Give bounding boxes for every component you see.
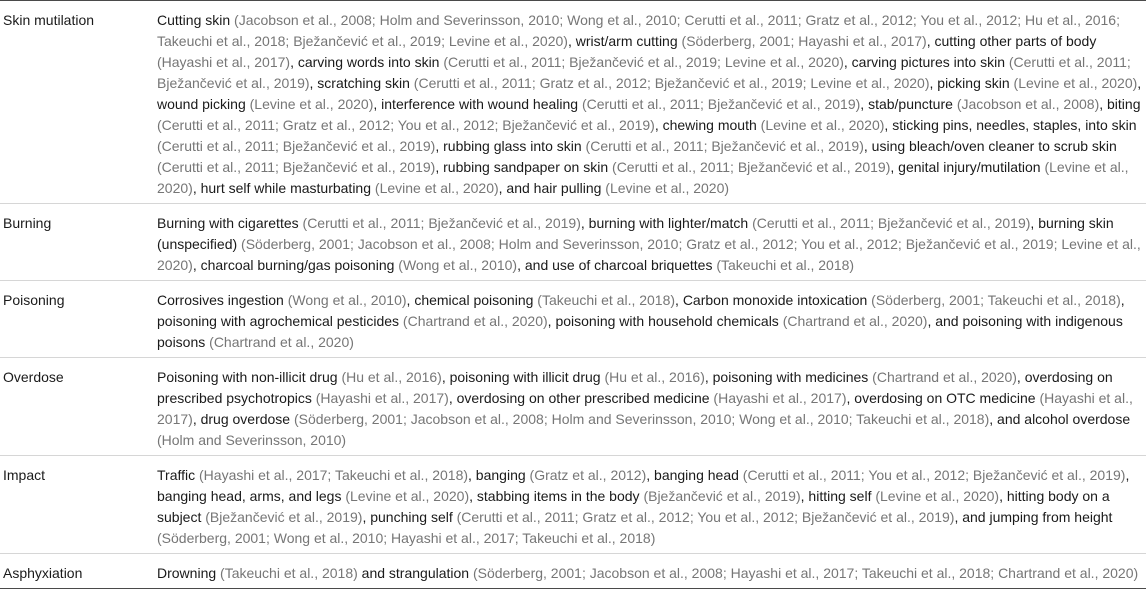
citation-text: (Jacobson et al., 2008) [956,96,1100,112]
citation-text: (Hayashi et al., 2017) [157,390,1133,427]
method-text: , poisoning with agrochemical pesticides [157,292,1125,329]
method-text: , punching self [362,509,457,525]
citation-text: (Cerutti et al., 2011; Bježančević et al., 2019) [302,215,581,231]
citation-text: (Söderberg, 2001; Hayashi et al., 2017) [681,33,927,49]
citation-text: (Cerutti et al., 2011; Bježančević et al., 2019; Levine et al., 2020) [443,54,844,70]
citation-text: (Cerutti et al., 2011; Bježančević et al., 2019) [157,138,436,154]
description-cell [151,554,1146,589]
citation-text: (Cerutti et al., 2011; You et al., 2012; Bježančević et al., 2019) [742,467,1126,483]
citation-text: (Cerutti et al., 2011; Bježančević et al., 2019) [612,159,891,175]
citation-text: (Söderberg, 2001; Takeuchi et al., 2018) [871,292,1121,308]
citation-text: (Levine et al., 2020) [605,180,730,196]
method-text: , carving words into skin [290,54,444,70]
method-text: Cutting skin [157,12,235,28]
citation-text: (Hayashi et al., 2017) [157,54,291,70]
method-text: , overdosing on OTC medicine [846,390,1040,406]
citation-text: (Gratz et al., 2012) [529,467,647,483]
category-cell: Skin mutilation [0,1,151,204]
method-text: , overdosing on other prescribed medicine [448,390,714,406]
method-text: , wrist/arm cutting [567,33,682,49]
citation-text: (Hayashi et al., 2017; Takeuchi et al., 2018) [199,467,469,483]
citation-text: (Cerutti et al., 2011; Bježančević et al., 2019) [585,138,864,154]
category-cell: Asphyxiation [0,554,151,589]
citation-text: (Chartrand et al., 2020) [872,369,1017,385]
method-text: , poisoning with medicines [704,369,873,385]
method-text: , sticking pins, needles, staples, into skin [884,117,1137,133]
citation-text: (Bježančević et al., 2019) [205,509,363,525]
citation-text: (Hu et al., 2016) [604,369,705,385]
citation-text: (Takeuchi et al., 2018) [716,257,855,273]
citation-text: (Levine et al., 2020) [760,117,885,133]
citation-text: (Takeuchi et al., 2018) [537,292,676,308]
method-text: , burning with lighter/match [580,215,753,231]
description-cell [151,1,1146,204]
citation-text: (Hu et al., 2016) [341,369,442,385]
table-row [0,456,1146,554]
citation-text: (Cerutti et al., 2011; Gratz et al., 2012; You et al., 2012; Bježančević et al., 2019) [157,117,655,133]
citation-text: (Levine et al., 2020) [875,488,1000,504]
method-text: , rubbing glass into skin [435,138,586,154]
citation-text: (Cerutti et al., 2011; Bježančević et al., 2019) [157,54,1131,91]
method-text: , drug overdose [192,411,294,427]
citation-text: (Söderberg, 2001; Jacobson et al., 2008; Holm and Severinsson, 2010; Gratz et al., 2012; You et al., 2012; Bježančević et al., 2019; Levine et al., 2020) [157,236,1141,273]
table-row [0,281,1146,358]
method-text: , picking skin [929,75,1014,91]
method-text: , hurt self while masturbating [192,180,375,196]
description-cell [151,204,1146,281]
category-cell: Poisoning [0,281,151,358]
citation-text: (Hayashi et al., 2017) [713,390,847,406]
category-cell: Impact [0,456,151,554]
method-text: , charcoal burning/gas poisoning [192,257,399,273]
method-text: , and poisoning with indigenous poisons [157,313,1123,350]
method-text: , interference with wound healing [373,96,582,112]
citation-text: (Bježančević et al., 2019) [643,488,801,504]
method-text: , and alcohol overdose [989,411,1131,427]
method-text: , and use of charcoal briquettes [517,257,717,273]
table-row [0,358,1146,456]
method-text: , using bleach/oven cleaner to scrub skin [863,138,1117,154]
method-text: , cutting other parts of body [926,33,1097,49]
citation-text: (Söderberg, 2001; Wong et al., 2010; Hayashi et al., 2017; Takeuchi et al., 2018) [157,530,656,546]
citation-text: (Jacobson et al., 2008; Holm and Severinsson, 2010; Wong et al., 2010; Cerutti et al., 2011; Gratz et al., 2012; You et al., 2012; Hu et al., 2016; Takeuchi et al., 2018; Bježančević et al., 2019; Levine et al., 2020) [157,12,1120,49]
method-text: , chewing mouth [654,117,761,133]
citation-text: (Takeuchi et al., 2018) [220,565,358,581]
method-text: , banging head, arms, and legs [157,467,1130,504]
citation-text: (Levine et al., 2020) [157,159,1129,196]
method-text: , scratching skin [309,75,414,91]
table-row [0,204,1146,281]
method-text: , overdosing on prescribed psychotropics [157,369,1113,406]
table-row [0,1,1146,204]
method-text: Poisoning with non-illicit drug [157,369,342,385]
citation-text: (Chartrand et al., 2020) [782,313,928,329]
method-text: , poisoning with household chemicals [547,313,783,329]
method-text: , stab/puncture [860,96,957,112]
citation-text: (Cerutti et al., 2011; Bježančević et al., 2019) [752,215,1031,231]
method-text: , burning skin (unspecified) [157,215,1114,252]
method-text: Corrosives ingestion [157,292,288,308]
citation-text: (Cerutti et al., 2011; Bježančević et al., 2019) [157,159,436,175]
method-text: , poisoning with illicit drug [441,369,605,385]
citation-text: (Levine et al., 2020) [1013,75,1138,91]
citation-text: (Söderberg, 2001; Jacobson et al., 2008; Holm and Severinsson, 2010; Wong et al., 2010; Takeuchi et al., 2018) [293,411,990,427]
method-text: , stabbing items in the body [469,488,644,504]
method-text: , chemical poisoning [406,292,538,308]
method-text: Traffic [157,467,200,483]
method-text: , genital injury/mutilation [890,159,1045,175]
citation-text: (Levine et al., 2020) [249,96,374,112]
citation-text: (Wong et al., 2010) [287,292,407,308]
description-cell [151,358,1146,456]
table-row [0,554,1146,589]
category-cell: Overdose [0,358,151,456]
table-body [0,1,1146,589]
category-cell: Burning [0,204,151,281]
citation-text: (Cerutti et al., 2011; Gratz et al., 2012; Bježančević et al., 2019; Levine et al., 2020) [413,75,930,91]
method-text: Drowning [157,565,221,581]
method-text: , rubbing sandpaper on skin [435,159,613,175]
method-text: , hitting body on a subject [157,488,1110,525]
citation-text: (Chartrand et al., 2020) [402,313,548,329]
method-text: and strangulation [357,565,473,581]
citation-text: (Hayashi et al., 2017) [315,390,449,406]
citation-text: (Levine et al., 2020) [374,180,499,196]
method-text: , biting [1099,96,1141,112]
citation-text: (Holm and Severinsson, 2010) [157,432,347,448]
citation-text: (Levine et al., 2020) [345,488,470,504]
citation-text: (Cerutti et al., 2011; Bježančević et al., 2019) [581,96,861,112]
method-text: , carving pictures into skin [843,54,1009,70]
citation-text: (Chartrand et al., 2020) [209,334,354,350]
method-text: , Carbon monoxide intoxication [675,292,872,308]
citation-text: (Cerutti et al., 2011; Gratz et al., 2012; You et al., 2012; Bježančević et al., 2019) [456,509,955,525]
description-cell [151,456,1146,554]
description-cell [151,281,1146,358]
citation-text: (Söderberg, 2001; Jacobson et al., 2008; Hayashi et al., 2017; Takeuchi et al., 2018; Chartrand et al., 2020) [472,565,1139,581]
method-text: , banging [468,467,530,483]
method-text: Burning with cigarettes [157,215,303,231]
citation-text: (Wong et al., 2010) [398,257,518,273]
method-text: , hitting self [800,488,876,504]
method-text: , and hair pulling [498,180,606,196]
method-text: , banging head [646,467,743,483]
method-text: , and jumping from height [954,509,1113,525]
method-text: , wound picking [157,75,1142,112]
